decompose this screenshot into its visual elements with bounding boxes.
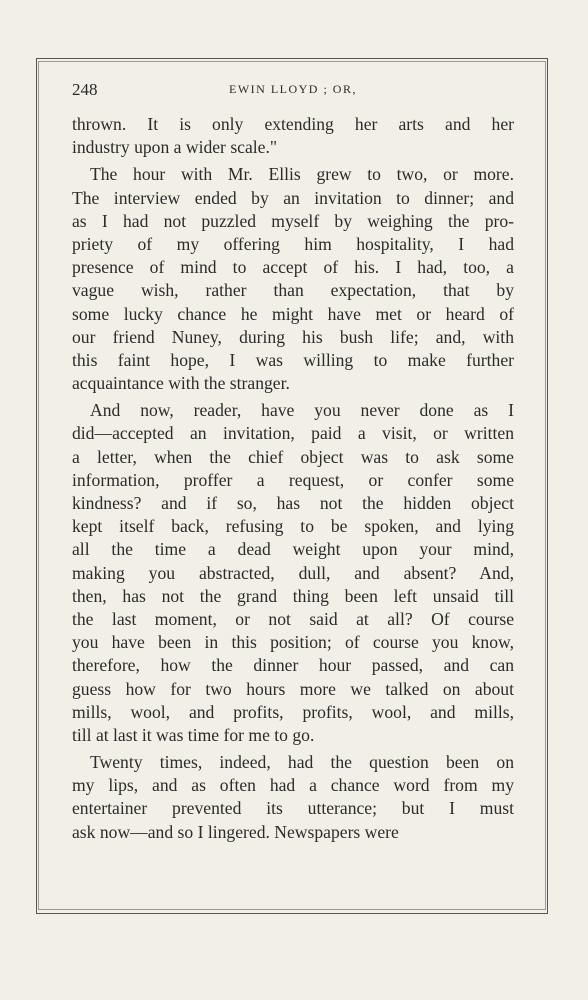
text-line: information, proffer a request, or confer some	[72, 469, 514, 490]
running-head: EWIN LLOYD ; OR,	[229, 82, 357, 96]
text-line: kindness? and if so, has not the hidden object	[72, 493, 514, 513]
text-line: as I had not puzzled myself by weighing the pro-	[72, 210, 514, 231]
text-line: guess how for two hours more we talked on about	[72, 678, 514, 699]
text-line: acquaintance with the stranger.	[72, 373, 290, 394]
page-number: 248	[72, 80, 98, 99]
text-line: industry upon a wider scale."	[72, 137, 278, 158]
text-line: then, has not the grand thing been left unsaid till	[72, 585, 514, 606]
text-line: vague wish, rather than expectation, that by	[72, 280, 514, 301]
text-line: priety of my offering him hospitality, I had	[72, 233, 514, 254]
body-text	[72, 113, 514, 844]
text-line: entertainer prevented its utterance; but I must	[72, 798, 514, 819]
text-line: you have been in this position; of course you know,	[72, 632, 514, 653]
text-line: The interview ended by an invitation to dinner; and	[72, 187, 514, 208]
text-line: did—accepted an invitation, paid a visit, or written	[72, 423, 514, 444]
text-line: a letter, when the chief object was to ask some	[72, 446, 514, 467]
text-line: mills, wool, and profits, profits, wool, and mills,	[72, 701, 514, 722]
text-line: the last moment, or not said at all? Of course	[72, 608, 514, 629]
text-line: making you abstracted, dull, and absent? And,	[72, 562, 514, 583]
text-line: thrown. It is only extending her arts and her	[72, 114, 514, 134]
text-line: Twenty times, indeed, had the question been on	[90, 752, 514, 773]
text-line: our friend Nuney, during his bush life; and, with	[72, 326, 514, 347]
paragraph	[72, 113, 514, 159]
page-header	[72, 80, 514, 102]
paragraph	[72, 399, 514, 747]
text-line: ask now—and so I lingered. Newspapers were	[72, 821, 399, 842]
text-line: And now, reader, have you never done as I	[90, 400, 514, 421]
text-line: all the time a dead weight upon your mind,	[72, 539, 514, 560]
text-line: this faint hope, I was willing to make further	[72, 349, 514, 370]
text-line: therefore, how the dinner hour passed, and can	[72, 655, 514, 676]
text-line: The hour with Mr. Ellis grew to two, or more.	[90, 164, 514, 185]
text-line: till at last it was time for me to go.	[72, 724, 315, 745]
paragraph	[72, 751, 514, 844]
text-line: presence of mind to accept of his. I had, too, a	[72, 257, 514, 278]
paragraph	[72, 163, 514, 395]
text-line: kept itself back, refusing to be spoken, and lying	[72, 516, 514, 537]
text-line: my lips, and as often had a chance word from my	[72, 775, 514, 796]
text-line: some lucky chance he might have met or heard of	[72, 303, 514, 324]
